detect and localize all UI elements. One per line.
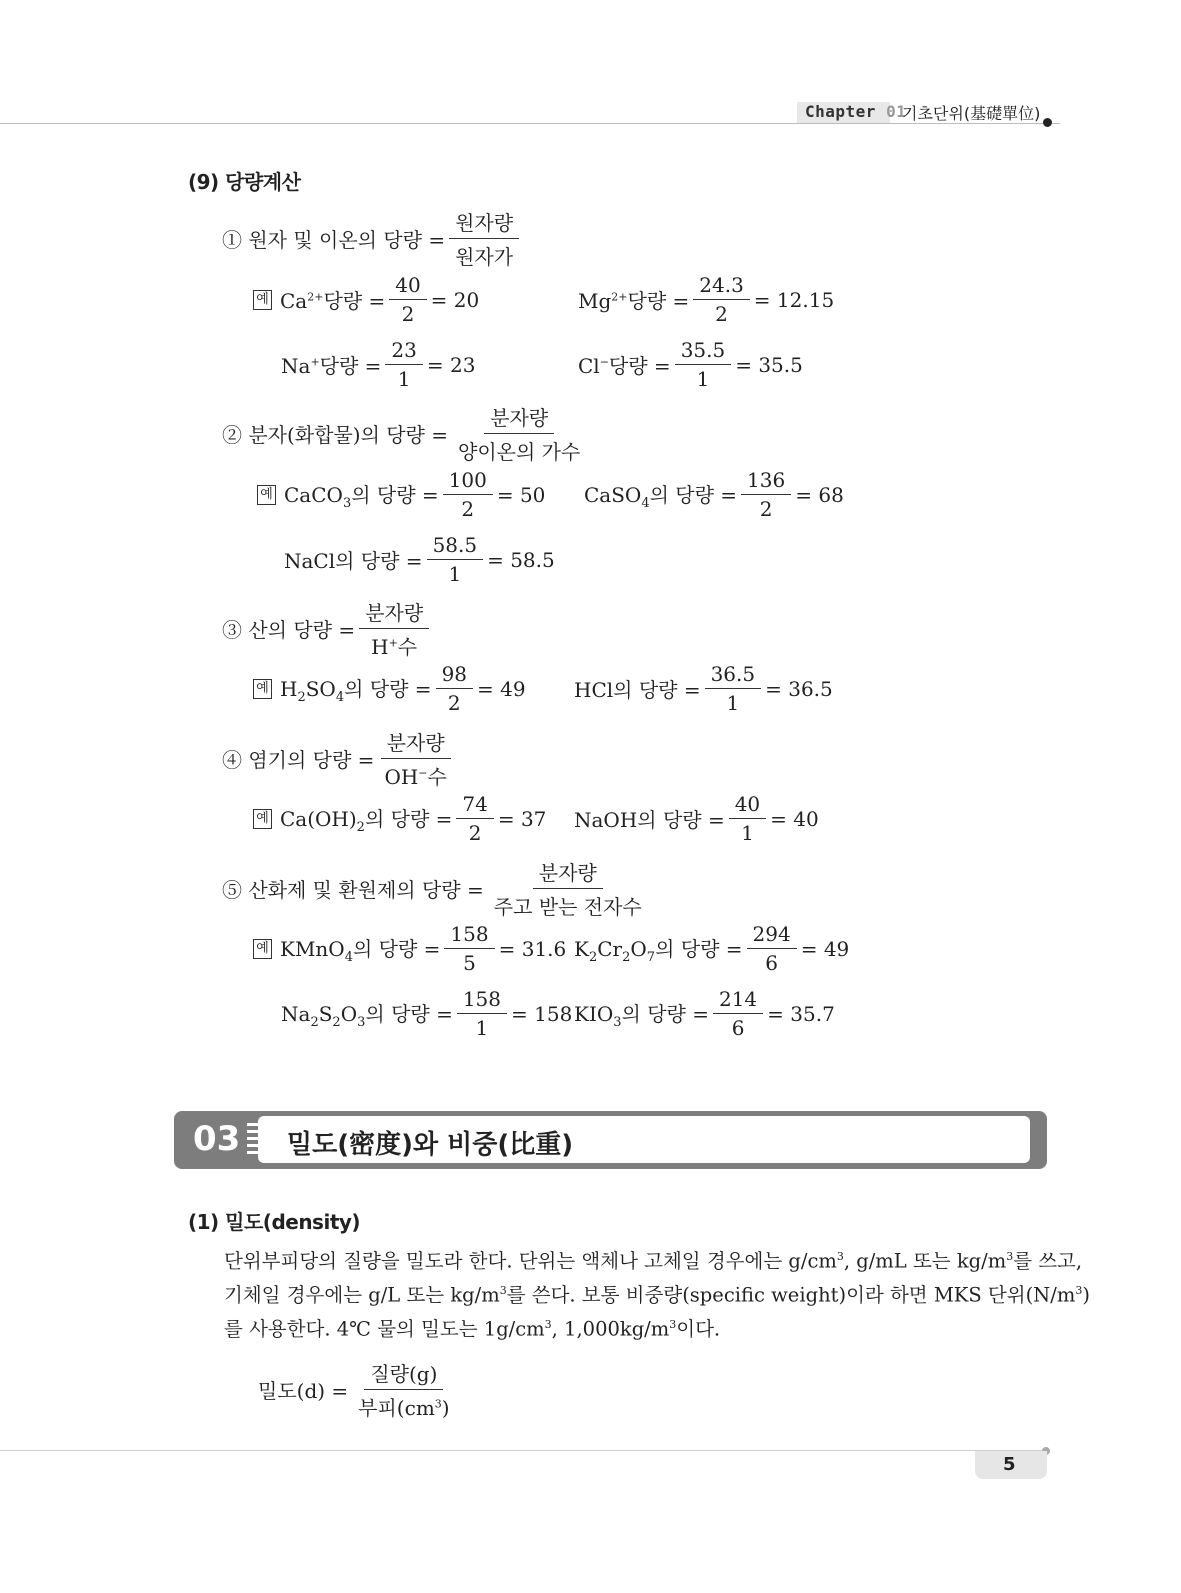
example-kmno4: 예 KMnO$_4$의 당량 = $\frac{158}{5}$ = 31.6 <box>253 922 566 975</box>
subsection-heading-density: (1) 밀도(density) <box>188 1210 361 1234</box>
chapter-title: 기초단위(基礎單位) <box>902 104 1041 123</box>
example-mg: $Mg^{2+}$당량 = $\frac{24.3}{2}$ = 12.15 <box>578 273 835 326</box>
example-na2s2o3: $Na_2S_2O_3$의 당량 = $\frac{158}{1}$ = 158 <box>281 987 573 1040</box>
example-na: Na+당량 = $\frac{23}{1}$ = 23 <box>281 338 476 391</box>
example-badge: 예 <box>253 290 272 310</box>
example-ca: 예 $Ca^{2+}$당량 = $\frac{40}{2}$ = 20 <box>253 273 479 326</box>
example-caoh2: 예 $Ca(OH)_2$의 당량 = $\frac{74}{2}$ = 37 <box>253 792 546 845</box>
chapter-label: Chapter 01 <box>805 102 907 121</box>
banner-divider <box>247 1123 261 1159</box>
rule-5: ⑤ 산화제 및 환원제의 당량 = $\frac{\text{분자량}}{\text{주고 받는 전자수}}$ <box>222 857 652 920</box>
example-naoh: NaOH의 당량 = $\frac{40}{1}$ = 40 <box>574 792 819 845</box>
rule-3: ③ 산의 당량 = $\frac{\text{분자량}}{H^+수}$ <box>222 597 433 660</box>
footer-rule <box>0 1450 1045 1451</box>
paragraph-line-2: 기체일 경우에는 g/L 또는 $kg/m^3$를 쓴다. 보통 비중량(specific weight)이라 하면 MKS 단위$(N/m^3)$ <box>224 1283 1090 1307</box>
example-hcl: HCl의 당량 = $\frac{36.5}{1}$ = 36.5 <box>574 662 833 715</box>
example-kio3: $KIO_3$의 당량 = $\frac{214}{6}$ = 35.7 <box>574 987 835 1040</box>
density-formula: 밀도(d) = $\frac{\text{질량(g)}}{부피(cm^3)}$ <box>258 1358 460 1421</box>
paragraph-line-3: 를 사용한다. 4℃ 물의 밀도는 $1g/cm^3$, $1,000kg/m^3$이다. <box>224 1317 721 1341</box>
chapter-number: 01 <box>886 102 907 121</box>
section-title: 밀도(密度)와 비중(比重) <box>287 1130 574 1160</box>
section-heading-9: (9) 당량계산 <box>188 170 301 194</box>
example-nacl: NaCl의 당량 = $\frac{58.5}{1}$ = 58.5 <box>284 533 555 586</box>
example-badge: 예 <box>253 809 272 829</box>
example-caco3: 예 CaCO$_3$의 당량 = $\frac{100}{2}$ = 50 <box>257 468 545 521</box>
rule-4: ④ 염기의 당량 = $\frac{\text{분자량}}{OH^-수}$ <box>222 727 457 790</box>
rule-1: ① 원자 및 이온의 당량 = $\frac{\text{원자량}}{\text{원자가}}$ <box>222 207 523 270</box>
example-badge: 예 <box>257 485 276 505</box>
section-number: 03 <box>193 1119 241 1159</box>
fraction: $\frac{\text{원자량}}{\text{원자가}}$ <box>449 207 519 270</box>
example-h2so4: 예 $H_2SO_4$의 당량 = $\frac{98}{2}$ = 49 <box>253 662 526 715</box>
example-caso4: CaSO$_4$의 당량 = $\frac{136}{2}$ = 68 <box>584 468 844 521</box>
rule-2: ② 분자(화합물)의 당량 = $\frac{\text{분자량}}{\text{양이온의 가수}}$ <box>222 402 590 465</box>
example-k2cr2o7: $K_2Cr_2O_7$의 당량 = $\frac{294}{6}$ = 49 <box>574 922 850 975</box>
header-rule <box>0 123 1060 124</box>
header-dot <box>1043 118 1052 127</box>
paragraph-line-1: 단위부피당의 질량을 밀도라 한다. 단위는 액체나 고체일 경우에는 $g/cm^3$, g/mL 또는 $kg/m^3$를 쓰고, <box>224 1249 1083 1273</box>
page-number: 5 <box>1003 1454 1016 1475</box>
example-badge: 예 <box>253 939 272 959</box>
example-badge: 예 <box>253 679 272 699</box>
example-cl: Cl−당량 = $\frac{35.5}{1}$ = 35.5 <box>578 338 803 391</box>
